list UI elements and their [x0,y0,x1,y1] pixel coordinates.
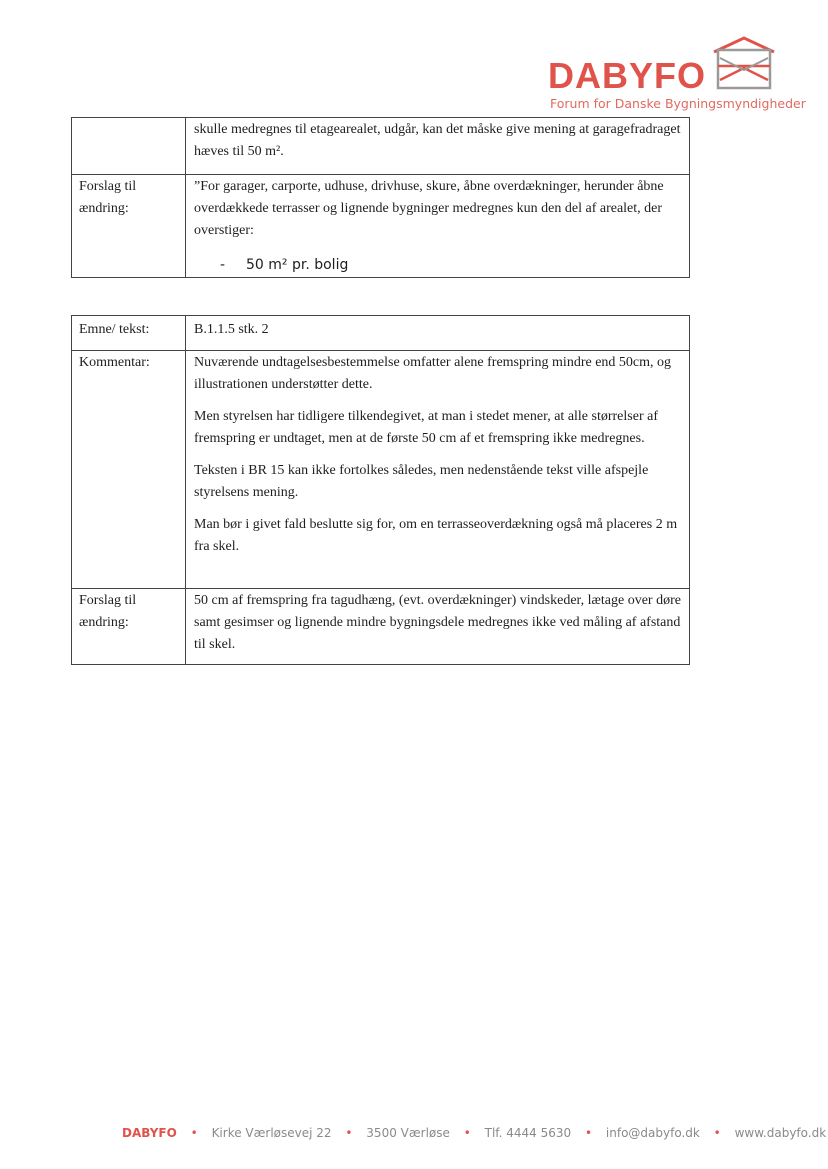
footer-separator: • [713,1126,721,1140]
footer-address: Kirke Værløsevej 22 [211,1126,332,1140]
footer-brand: DABYFO [122,1126,177,1140]
forslag-paragraph: 50 cm af fremspring fra tagudhæng, (evt. overdækninger) vindskeder, lætage over døre samt gesimser og lignende mindre bygningsdele medregnes ikke ved måling af afstand til skel. [194,593,681,652]
kommentar-text-cell [186,351,690,589]
bullet-item [220,254,683,276]
proposal-table-continued [71,117,690,278]
forslag-label [72,175,186,278]
table-row [72,118,690,175]
table-row [72,175,690,278]
kommentar-paragraph-4: Man bør i givet fald beslutte sig for, om en terrasseoverdækning også må placeres 2 m fra skel. [194,517,678,554]
table-row [72,589,690,665]
footer-separator: • [585,1126,593,1140]
logo-wordmark: DABYFO [548,55,706,96]
house-logo-icon [712,36,776,92]
forslag-label-text: Forslag til ændring: [79,179,137,216]
logo-subtitle: Forum for Danske Bygningsmyndigheder [550,96,806,111]
forslag-paragraph: ”For garager, carporte, udhuse, drivhuse, skure, åbne overdækninger, herunder åbne overdækkede terrasser og lignende bygninger medregnes kun den del af arealet, der overstiger: [194,179,664,238]
footer-separator: • [463,1126,471,1140]
bullet-dash: - [220,257,226,273]
emne-label-cell [72,316,186,351]
table-row [72,351,690,589]
kommentar-paragraph-2: Men styrelsen har tidligere tilkendegivet, at man i stedet mener, at alle størrelser af fremspring er undtaget, men at de første 50 cm af et fremspring ikke medregnes. [194,409,658,446]
footer-phone: Tlf. 4444 5630 [484,1126,572,1140]
footer-city: 3500 Værløse [366,1126,450,1140]
kommentar-paragraph-1: Nuværende undtagelsesbestemmelse omfatter alene fremspring mindre end 50cm, og illustrationen understøtter dette. [194,355,672,392]
footer-email[interactable]: info@dabyfo.dk [605,1126,700,1140]
continued-paragraph: skulle medregnes til etagearealet, udgår, kan det måske give mening at garagefradraget hæves til 50 m². [194,122,681,159]
kommentar-paragraph-3: Teksten i BR 15 kan ikke fortolkes således, men nedenstående tekst ville afspejle styrelsens mening. [194,463,649,500]
table-row [72,316,690,351]
kommentar-label-cell [72,351,186,589]
emne-label: Emne/ tekst: [79,322,150,337]
footer-separator: • [190,1126,198,1140]
forslag-label: Forslag til ændring: [79,593,137,630]
forslag-text-cell [186,175,690,278]
page-footer [122,1126,826,1140]
emne-value: B.1.1.5 stk. 2 [194,322,269,337]
footer-website[interactable]: www.dabyfo.dk [734,1126,827,1140]
forslag-label-cell [72,589,186,665]
comment-table [71,315,690,665]
dabyfo-logo [548,34,806,114]
bullet-text: 50 m² pr. bolig [246,257,349,273]
footer-separator: • [345,1126,353,1140]
kommentar-label: Kommentar: [79,355,150,370]
row-text [186,118,690,175]
forslag-text-cell [186,589,690,665]
emne-value-cell [186,316,690,351]
row-label-empty [72,118,186,175]
